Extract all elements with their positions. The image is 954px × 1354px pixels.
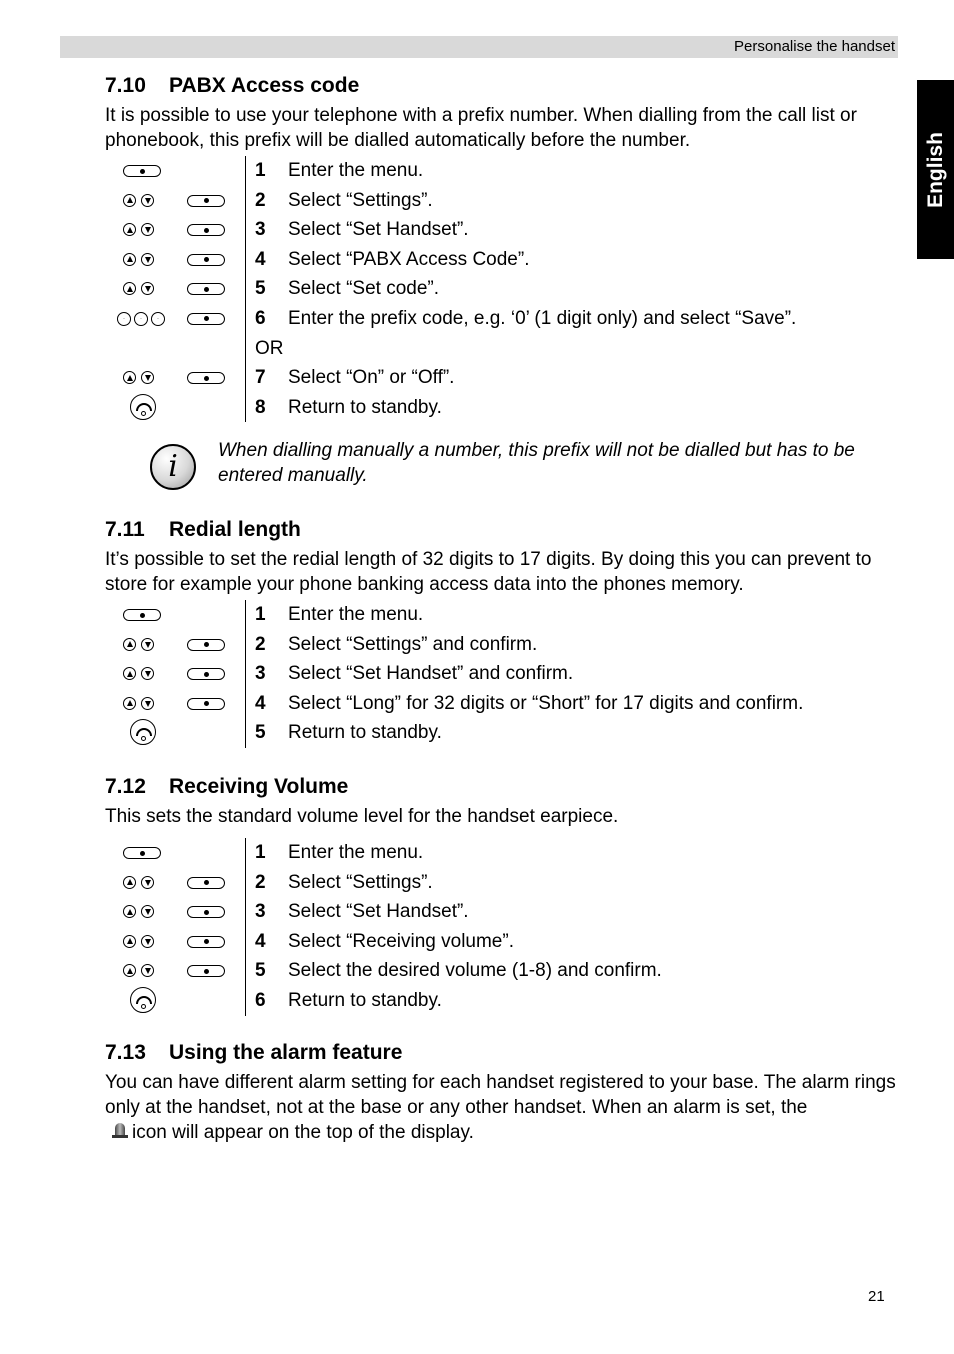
step-row: 4 Select “PABX Access Code”. <box>105 245 905 275</box>
note-text: When dialling manually a number, this prefix will not be dialled but has to be entered manually. <box>218 440 855 486</box>
up-down-keys-icon <box>123 876 159 890</box>
section-heading: 7.10 PABX Access code <box>105 74 360 97</box>
ok-key-icon <box>187 639 225 651</box>
up-down-keys-icon <box>123 935 159 949</box>
ok-key-icon <box>187 965 225 977</box>
step-row: 3 Select “Set Handset”. <box>105 215 905 245</box>
step-row: 1 Enter the menu. <box>105 156 905 186</box>
step-row: 2 Select “Settings”. <box>105 186 905 216</box>
info-icon: i <box>150 444 196 490</box>
page-number: 21 <box>868 1288 885 1305</box>
hang-up-key-icon <box>130 719 156 745</box>
section-intro: This sets the standard volume level for the handset earpiece. <box>105 806 619 827</box>
ok-key-icon <box>187 698 225 710</box>
up-down-keys-icon <box>123 282 159 296</box>
ok-key-icon <box>187 224 225 236</box>
up-down-keys-icon <box>123 223 159 237</box>
section-heading: 7.11 Redial length <box>105 518 301 541</box>
step-row: 1 Enter the menu. <box>105 600 905 630</box>
ok-key-icon <box>187 936 225 948</box>
step-row: 8 Return to standby. <box>105 393 905 423</box>
step-row: 3 Select “Set Handset”. <box>105 897 905 927</box>
step-row: 5 Select the desired volume (1-8) and confirm. <box>105 956 905 986</box>
ok-key-icon <box>187 668 225 680</box>
up-down-keys-icon <box>123 638 159 652</box>
language-tab-label: English <box>923 131 947 208</box>
step-row: 6 Return to standby. <box>105 986 905 1016</box>
section-receiving-volume <box>105 774 905 1016</box>
up-down-keys-icon <box>123 697 159 711</box>
step-list <box>105 600 905 748</box>
alarm-bell-icon <box>112 1122 128 1140</box>
up-down-keys-icon <box>123 905 159 919</box>
step-row: OR <box>255 337 284 359</box>
section-heading: 7.13 Using the alarm feature <box>105 1041 403 1064</box>
section-alarm-feature <box>105 1040 905 1145</box>
step-row: 1 Enter the menu. <box>105 838 905 868</box>
step-row: 2 Select “Settings”. <box>105 868 905 898</box>
ok-key-icon <box>187 195 225 207</box>
section-redial-length <box>105 517 905 748</box>
step-row: · · · 6 Enter the prefix code, e.g. ‘0’ (1 digit only) and select “Save”. <box>105 304 905 334</box>
ok-key-icon <box>187 372 225 384</box>
info-note <box>150 438 910 498</box>
ok-key-icon <box>187 313 225 325</box>
section-pabx-access-code <box>105 73 905 422</box>
step-row: 3 Select “Set Handset” and confirm. <box>105 659 905 689</box>
menu-key-icon <box>123 165 161 177</box>
step-list <box>105 156 905 422</box>
header-title: Personalise the handset <box>734 38 895 55</box>
section-intro: You can have different alarm setting for each handset registered to your base. The alarm rings only at the handset, not at the base or any other handset. When an alarm is set, the icon will appear on the top of the display. <box>105 1072 896 1143</box>
up-down-keys-icon <box>123 371 159 385</box>
ok-key-icon <box>187 254 225 266</box>
ok-key-icon <box>187 906 225 918</box>
hang-up-key-icon <box>130 394 156 420</box>
step-row: 5 Select “Set code”. <box>105 274 905 304</box>
language-tab <box>917 80 954 259</box>
step-row: 5 Return to standby. <box>105 718 905 748</box>
up-down-keys-icon <box>123 964 159 978</box>
up-down-keys-icon <box>123 667 159 681</box>
ok-key-icon <box>187 283 225 295</box>
number-keys-icon: · · · <box>117 312 167 326</box>
menu-key-icon <box>123 609 161 621</box>
step-row: 2 Select “Settings” and confirm. <box>105 630 905 660</box>
section-heading: 7.12 Receiving Volume <box>105 775 349 798</box>
section-intro: It is possible to use your telephone with a prefix number. When dialling from the call list or phonebook, this prefix will be dialled automatically before the number. <box>105 105 857 151</box>
step-row: 7 Select “On” or “Off”. <box>105 363 905 393</box>
hang-up-key-icon <box>130 987 156 1013</box>
up-down-keys-icon <box>123 194 159 208</box>
step-list <box>105 838 905 1016</box>
menu-key-icon <box>123 847 161 859</box>
section-intro: It’s possible to set the redial length of 32 digits to 17 digits. By doing this you can prevent to store for example your phone banking access data into the phones memory. <box>105 549 872 595</box>
header-bar <box>60 36 898 58</box>
step-row: 4 Select “Receiving volume”. <box>105 927 905 957</box>
step-row: 4 Select “Long” for 32 digits or “Short” for 17 digits and confirm. <box>105 689 905 719</box>
ok-key-icon <box>187 877 225 889</box>
up-down-keys-icon <box>123 253 159 267</box>
